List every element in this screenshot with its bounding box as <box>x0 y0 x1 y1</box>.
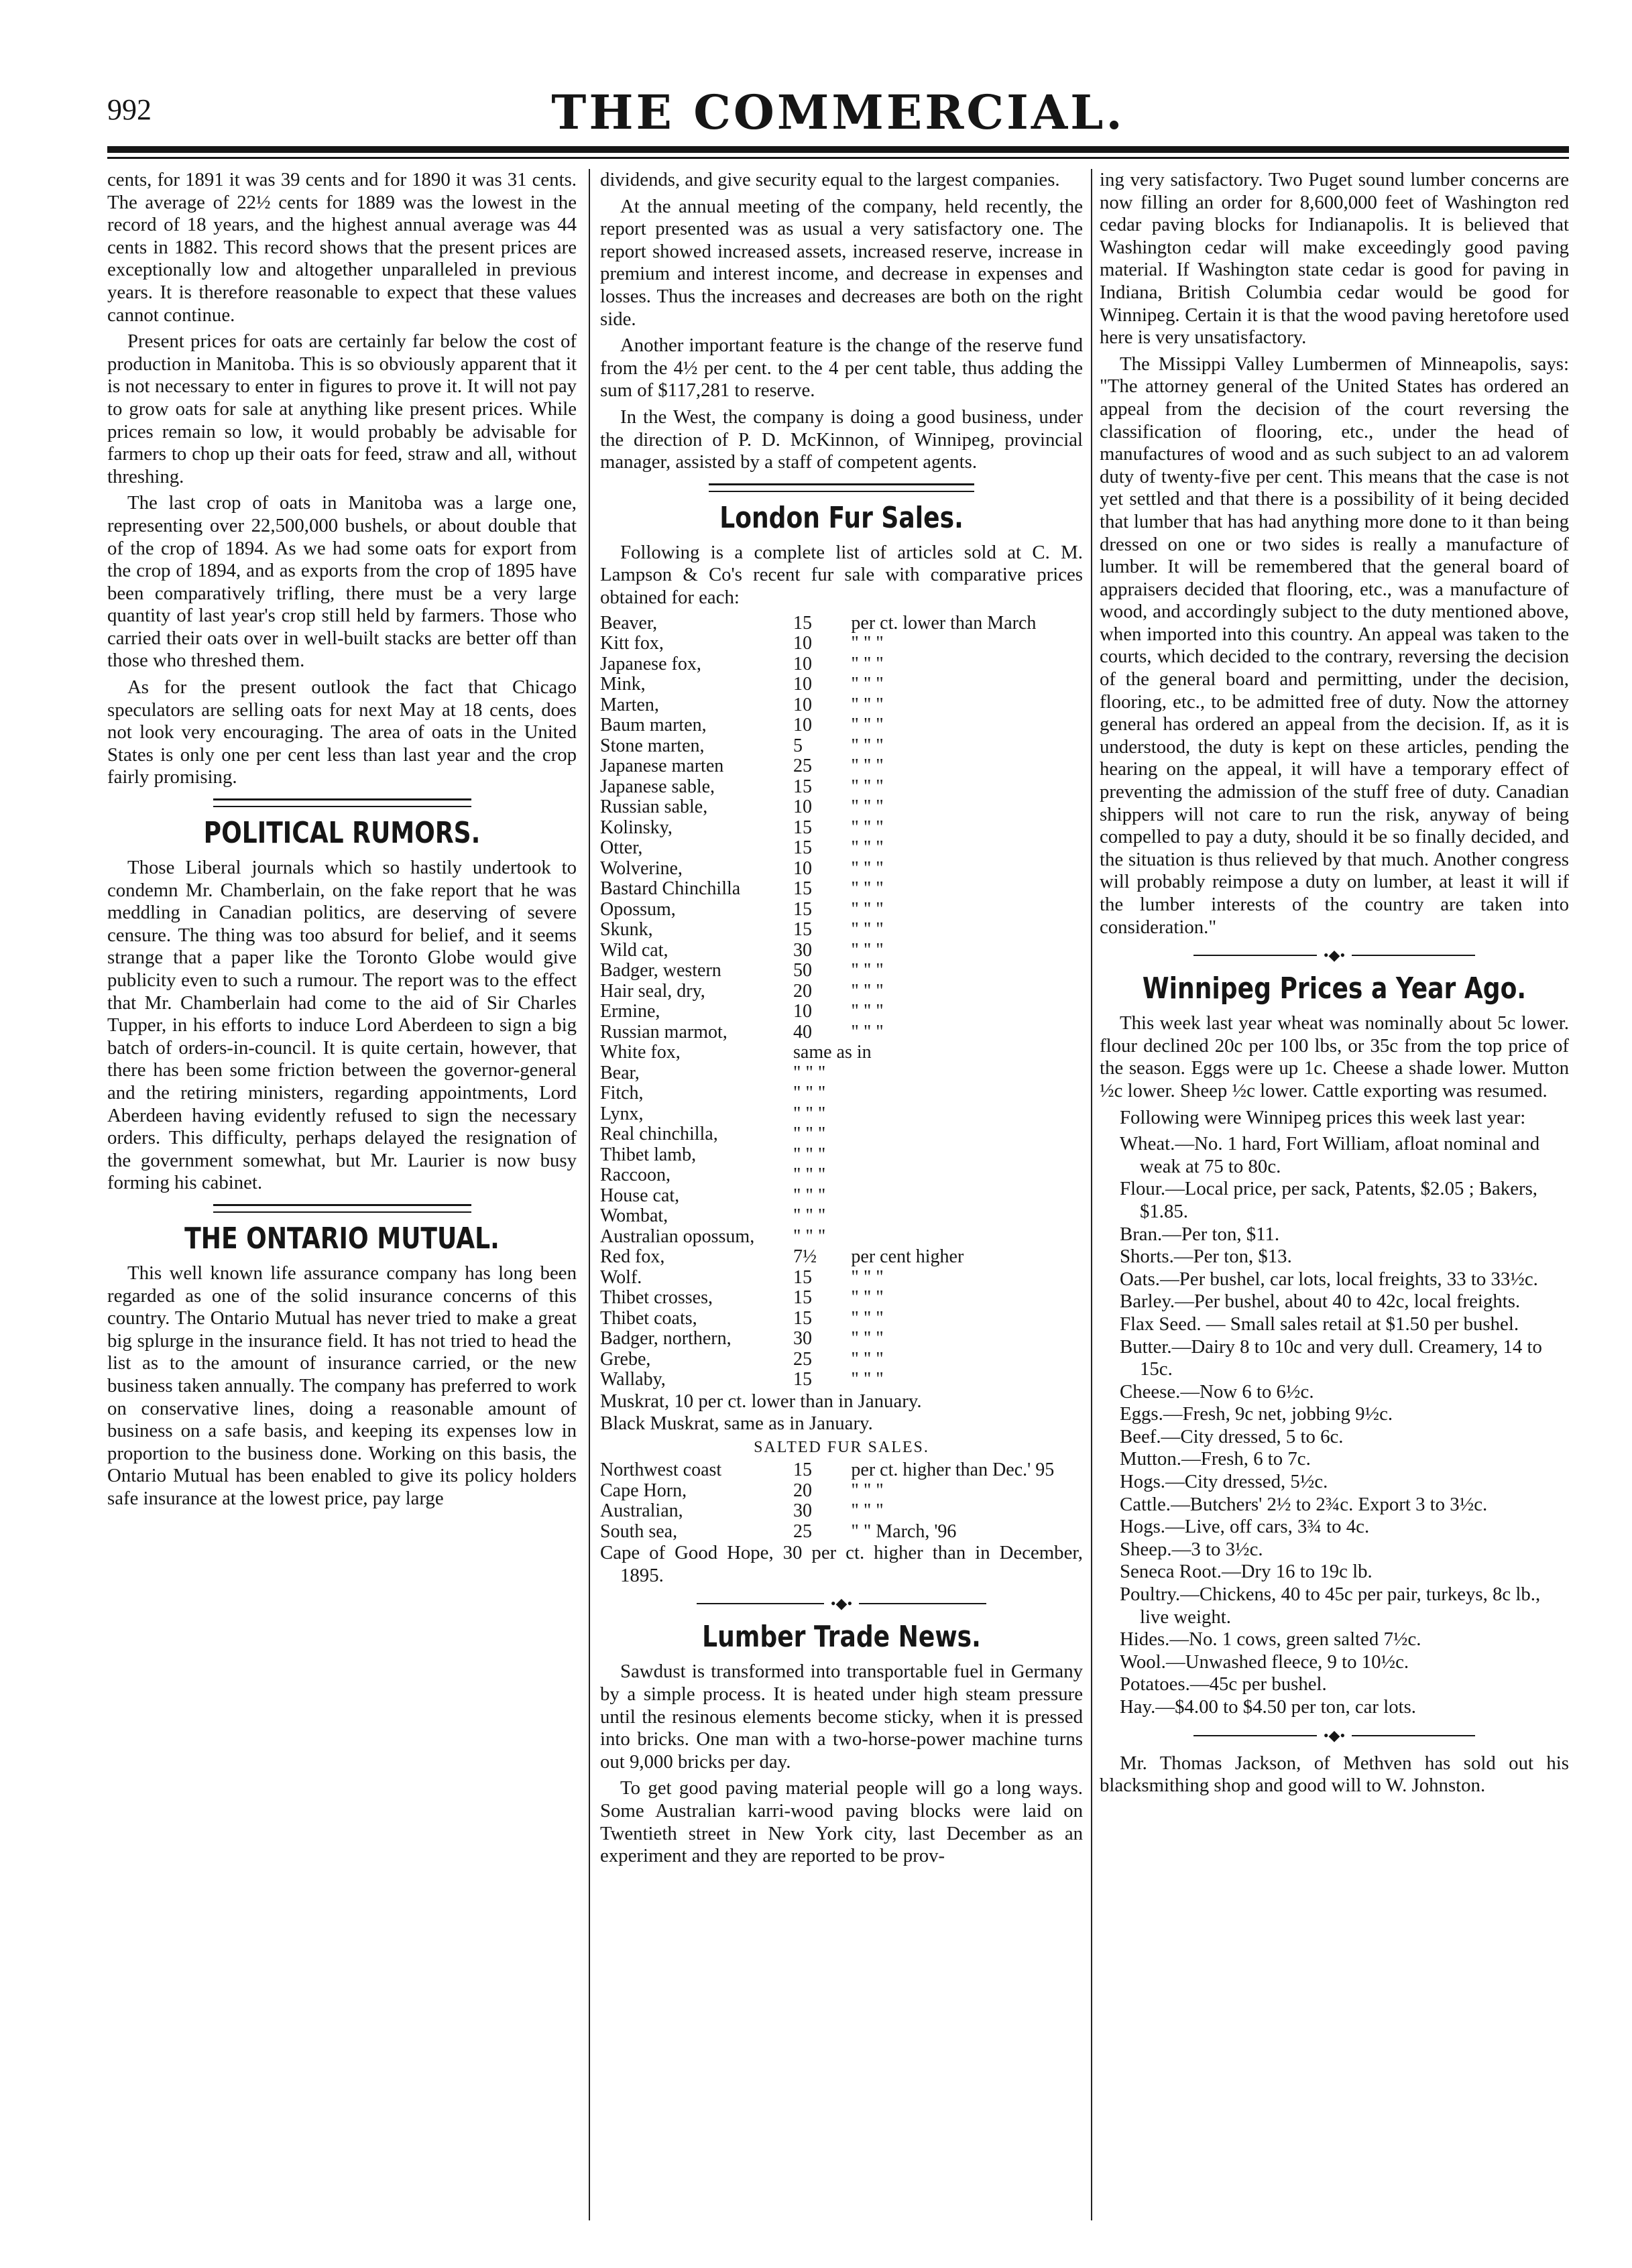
fur-value: 10 <box>793 715 812 735</box>
fur-name: Ermine, <box>600 1001 660 1022</box>
fur-row <box>600 1268 1083 1289</box>
masthead-title: THE COMMERCIAL. <box>551 84 1125 140</box>
fur-row <box>600 1145 1083 1166</box>
fur-name: Cape Horn, <box>600 1480 687 1501</box>
fur-row <box>600 961 1083 981</box>
price-item: Cattle.—Butchers' 2½ to 2¾c. Export 3 to 3½c. <box>1120 1493 1488 1515</box>
fur-row <box>600 1206 1083 1227</box>
fur-name: Thibet coats, <box>600 1307 697 1329</box>
fur-name: Thibet crosses, <box>600 1287 713 1308</box>
fur-comparison: " " " <box>851 1266 884 1288</box>
fur-value: 15 <box>793 817 812 838</box>
fur-value: " " " <box>793 1144 826 1165</box>
fur-row <box>600 1247 1083 1268</box>
price-item: Hogs.—Live, off cars, 3¾ to 4c. <box>1120 1516 1370 1538</box>
fur-value: 15 <box>793 1287 812 1308</box>
fur-value: " " " <box>793 1083 826 1103</box>
section-separator <box>213 798 471 807</box>
column-divider <box>589 169 590 2220</box>
price-item: Potatoes.—45c per bushel. <box>1120 1673 1327 1695</box>
fur-comparison: " " " <box>851 898 884 920</box>
fur-row <box>600 1083 1083 1104</box>
fur-comparison: " " " <box>851 960 884 981</box>
fur-name: Stone marten, <box>600 735 705 756</box>
ornamental-separator: •◆• <box>1193 1728 1475 1743</box>
fur-value: " " " <box>793 1165 826 1185</box>
header-rule-thin <box>107 157 1569 159</box>
fur-comparison: " " " <box>851 1480 884 1501</box>
fur-name: Fitch, <box>600 1083 644 1103</box>
fur-name: Australian, <box>600 1500 683 1522</box>
price-item: Flour.—Local price, per sack, Patents, $2.05 ; Bakers, $1.85. <box>1120 1178 1537 1222</box>
fur-comparison: " " " <box>851 653 884 674</box>
fur-value: " " " <box>793 1103 826 1124</box>
price-item: Eggs.—Fresh, 9c net, jobbing 9½c. <box>1120 1403 1393 1425</box>
fur-comparison: " " " <box>851 837 884 858</box>
fur-row <box>600 1227 1083 1248</box>
fur-comparison: " " " <box>851 796 884 817</box>
fur-name: Bastard Chinchilla <box>600 878 741 899</box>
fur-comparison: " " " <box>851 776 884 797</box>
fur-comparison: " " " <box>851 939 884 961</box>
fur-value: 20 <box>793 980 812 1002</box>
fur-value: 10 <box>793 674 812 695</box>
fur-value: 15 <box>793 1369 812 1390</box>
fur-comparison: " " " <box>851 735 884 756</box>
fur-row <box>600 1124 1083 1145</box>
fur-value: 5 <box>793 735 803 756</box>
fur-value: 15 <box>793 898 812 920</box>
fur-value: 10 <box>793 653 812 674</box>
fur-comparison: " " " <box>851 715 884 735</box>
article-paragraph: At the annual meeting of the company, held recently, the report presented was as usual a very satisfactory one. The report showed increased assets, increased reserve, increase in premium and interest income, and decrease in expenses and losses. Thus the increases and decreases are both on the right side. <box>600 195 1083 330</box>
fur-name: Wild cat, <box>600 939 668 961</box>
fur-row <box>600 1186 1083 1207</box>
fur-value: " " " <box>793 1124 826 1144</box>
article-paragraph: This week last year wheat was nominally about 5c lower. flour declined 20c per 100 lbs, or 35c from the top price of the season. Eggs were up 1c. Cheese a shade lower. Mutton ½c lower. Sheep ½c lower. Cattle exporting was resumed. <box>1100 1012 1569 1101</box>
headline-ontario-mutual: THE ONTARIO MUTUAL. <box>184 1221 500 1256</box>
fur-row <box>600 838 1083 859</box>
salted-fur-table <box>600 1460 1083 1542</box>
fur-value: 10 <box>793 796 812 817</box>
fur-comparison: " " " <box>851 1287 884 1308</box>
fur-row <box>600 736 1083 757</box>
fur-name: Wolverine, <box>600 857 683 879</box>
fur-comparison: " " " <box>851 1369 884 1390</box>
fur-name: Kolinsky, <box>600 817 673 838</box>
salted-fur-row <box>600 1522 1083 1543</box>
fur-name: Japanese sable, <box>600 776 715 797</box>
fur-prices-table <box>600 613 1083 1390</box>
fur-name: Japanese fox, <box>600 653 701 674</box>
price-item: Poultry.—Chickens, 40 to 45c per pair, turkeys, 8c lb., live weight. <box>1120 1584 1541 1628</box>
price-item: Beef.—City dressed, 5 to 6c. <box>1120 1425 1344 1447</box>
fur-value: 25 <box>793 1520 812 1542</box>
fur-value: 30 <box>793 939 812 961</box>
price-item: Hogs.—City dressed, 5½c. <box>1120 1471 1328 1493</box>
fur-name: Beaver, <box>600 612 658 634</box>
column-divider <box>1091 169 1092 2220</box>
salted-fur-row <box>600 1460 1083 1481</box>
fur-value: 15 <box>793 612 812 634</box>
fur-value: 10 <box>793 1001 812 1022</box>
fur-name: Wallaby, <box>600 1369 666 1390</box>
fur-comparison: per ct. lower than March <box>851 612 1037 634</box>
muskrat-line: Muskrat, 10 per ct. lower than in January. <box>600 1390 922 1412</box>
fur-value: 30 <box>793 1328 812 1349</box>
article-paragraph: dividends, and give security equal to the largest companies. <box>600 169 1060 190</box>
article-paragraph: In the West, the company is doing a good business, under the direction of P. D. McKinnon, of Winnipeg, provincial manager, assisted by a staff of competent agents. <box>600 406 1083 473</box>
fur-value: 15 <box>793 837 812 858</box>
fur-name: South sea, <box>600 1520 678 1542</box>
article-paragraph: Another important feature is the change of the reserve fund from the 4½ per cent. to the 4 per cent table, thus adding the sum of $117,281 to reserve. <box>600 335 1083 402</box>
fur-comparison: " " March, '96 <box>851 1520 957 1542</box>
article-paragraph: As for the present outlook the fact that Chicago speculators are selling oats for next May at 18 cents, does not look very encouraging. The area of oats in the United States is only one per cent less than last year and the crop fairly promising. <box>107 676 577 788</box>
fur-row <box>600 818 1083 839</box>
fur-row <box>600 654 1083 675</box>
fur-value: 15 <box>793 1459 812 1481</box>
headline-winnipeg-prices: Winnipeg Prices a Year Ago. <box>1142 971 1527 1006</box>
fur-row <box>600 1104 1083 1125</box>
fur-row <box>600 797 1083 818</box>
column-1 <box>107 169 577 2241</box>
fur-value: 10 <box>793 694 812 715</box>
fur-row <box>600 613 1083 634</box>
fur-value: 10 <box>793 633 812 654</box>
fur-name: Northwest coast <box>600 1459 722 1481</box>
page-number: 992 <box>107 93 152 126</box>
fur-name: White fox, <box>600 1042 681 1063</box>
fur-name: Russian sable, <box>600 796 708 817</box>
page-header <box>107 79 1569 153</box>
fur-row <box>600 920 1083 941</box>
salted-fur-heading: SALTED FUR SALES. <box>754 1438 929 1456</box>
fur-value: " " " <box>793 1226 826 1247</box>
price-item: Bran.—Per ton, $11. <box>1120 1223 1280 1245</box>
fur-comparison: " " " <box>851 919 884 940</box>
price-item: Hay.—$4.00 to $4.50 per ton, car lots. <box>1120 1696 1417 1718</box>
fur-value: 10 <box>793 857 812 879</box>
price-item: Barley.—Per bushel, about 40 to 42c, local freights. <box>1120 1291 1521 1313</box>
price-item: Cheese.—Now 6 to 6½c. <box>1120 1380 1314 1402</box>
fur-value: 15 <box>793 878 812 899</box>
fur-value: 25 <box>793 756 812 776</box>
fur-comparison: " " " <box>851 817 884 838</box>
fur-name: House cat, <box>600 1185 680 1206</box>
fur-row <box>600 695 1083 716</box>
fur-comparison: " " " <box>851 633 884 654</box>
price-item: Butter.—Dairy 8 to 10c and very dull. Creamery, 14 to 15c. <box>1120 1335 1542 1380</box>
fur-name: Wolf. <box>600 1266 642 1288</box>
article-paragraph: cents, for 1891 it was 39 cents and for 1890 it was 31 cents. The average of 22½ cents for 1889 was the lowest in the record of 18 years, and the highest annual average was 44 cents in 1882. This record shows that the present prices are exceptionally low and altogether unparalleled in previous years. It is therefore reasonable to expect that these values cannot continue. <box>107 169 577 326</box>
fur-row <box>600 1042 1083 1063</box>
fur-value: " " " <box>793 1185 826 1206</box>
fur-comparison: " " " <box>851 694 884 715</box>
article-paragraph: The Missippi Valley Lumbermen of Minneapolis, says: "The attorney general of the United States has ordered an appeal from the decision of the court reversing the classification of flooring, etc., under the head of manufactures of wood and as such subject to an ad valorem duty of twenty-five per cent. This means that the case is not yet settled and that there is a possibility of it being decided that lumber that has had anything more done to it than being dressed on one or two sides is really a manufacture of lumber. It will be remembered that the general board of appraisers decided that flooring, etc., was a manufacture of wood, and accordingly subject to the duty mentioned above, when imported into this country. An appeal was taken to the courts, which decided to the contrary, reversing the decision of the general board and permitting, under the decision, flooring, etc., to be admitted free of duty. Now the attorney general has ordered an appeal from the decision. If, as it is understood, the duty is kept on these articles, pending the hearing on the appeal, it will have a temporary effect of preventing the admission of the stuff free of duty. Canadian shippers will not care to run the risk, anyway of being compelled to pay a duty, should it be so finally decided, and the situation is thus relieved by that much. Another congress will probably reimpose a duty on lumber, at least it will if the lumber interests of the country are taken into consideration." <box>1100 353 1569 938</box>
fur-row <box>600 1350 1083 1370</box>
fur-comparison: " " " <box>851 1021 884 1042</box>
fur-name: Kitt fox, <box>600 633 664 654</box>
fur-row <box>600 1309 1083 1329</box>
fur-name: Bear, <box>600 1062 640 1083</box>
fur-comparison: " " " <box>851 857 884 879</box>
fur-comparison: " " " <box>851 674 884 695</box>
fur-name: Skunk, <box>600 919 653 940</box>
fur-name: Otter, <box>600 837 643 858</box>
fur-row <box>600 941 1083 961</box>
fur-row <box>600 715 1083 736</box>
article-paragraph: ing very satisfactory. Two Puget sound lumber concerns are now filling an order for 8,600,000 feet of Washington red cedar paving blocks for Indianapolis. It is believed that Washington cedar will make exceedingly good paving material. If Washington state cedar is good for paving in Indiana, British Columbia cedar would be good for Winnipeg. Certain it is that the wood paving heretofore used here is very unsatisfactory. <box>1100 169 1569 349</box>
fur-row <box>600 777 1083 798</box>
fur-name: Real chinchilla, <box>600 1124 718 1144</box>
fur-comparison: " " " <box>851 1328 884 1349</box>
fur-row <box>600 1329 1083 1350</box>
fur-name: Russian marmot, <box>600 1021 727 1042</box>
fur-name: Red fox, <box>600 1246 665 1267</box>
price-item: Flax Seed. — Small sales retail at $1.50 per bushel. <box>1120 1313 1519 1335</box>
fur-value: 50 <box>793 960 812 981</box>
fur-comparison: " " " <box>851 1001 884 1022</box>
price-list <box>1100 1133 1569 1718</box>
black-muskrat-line: Black Muskrat, same as in January. <box>600 1413 873 1435</box>
fur-row <box>600 634 1083 654</box>
fur-value: 15 <box>793 1266 812 1288</box>
fur-comparison: " " " <box>851 1348 884 1370</box>
fur-name: Mink, <box>600 674 646 695</box>
ornamental-separator: •◆• <box>697 1596 986 1611</box>
header-rule-thick <box>107 146 1569 153</box>
fur-name: Badger, western <box>600 960 721 981</box>
fur-name: Marten, <box>600 694 659 715</box>
headline-lumber-trade-news: Lumber Trade News. <box>702 1620 981 1655</box>
fur-row <box>600 1370 1083 1390</box>
fur-name: Opossum, <box>600 898 676 920</box>
price-item: Mutton.—Fresh, 6 to 7c. <box>1120 1448 1311 1470</box>
price-item: Hides.—No. 1 cows, green salted 7½c. <box>1120 1628 1421 1651</box>
fur-row <box>600 1165 1083 1186</box>
fur-row <box>600 1063 1083 1084</box>
price-item: Seneca Root.—Dry 16 to 19c lb. <box>1120 1561 1373 1583</box>
fur-comparison: per cent higher <box>851 1246 964 1267</box>
fur-comparison: " " " <box>851 878 884 899</box>
fur-name: Badger, northern, <box>600 1328 732 1349</box>
price-item: Oats.—Per bushel, car lots, local freights, 33 to 33½c. <box>1120 1268 1538 1290</box>
fur-row <box>600 1022 1083 1043</box>
fur-value: 15 <box>793 776 812 797</box>
fur-comparison: " " " <box>851 1500 884 1522</box>
cape-good-hope-line: Cape of Good Hope, 30 per ct. higher than in December, 1895. <box>600 1542 1083 1586</box>
article-paragraph: Those Liberal journals which so hastily undertook to condemn Mr. Chamberlain, on the fake report that he was meddling in Canadian politics, are deserving of severe censure. The thing was too absurd for belief, and it seems strange that a paper like the Toronto Globe would give publicity even to such a rumour. The report was to the effect that Mr. Chamberlain had come to the aid of Sir Charles Tupper, in his efforts to induce Lord Aberdeen to sign a big batch of orders-in-council. It is quite certain, however, that there has been some friction between the governor-general and the retiring ministers, regarding appointments, Lord Aberdeen having evidently refused to sign the necessary orders. This difficulty, perhaps delayed the resignation of the government somewhat, but Mr. Laurier is now busy forming his cabinet. <box>107 857 577 1194</box>
article-paragraph: Following is a complete list of articles sold at C. M. Lampson & Co's recent fur sale with comparative prices obtained for each: <box>600 541 1083 608</box>
salted-fur-row <box>600 1501 1083 1522</box>
fur-value: " " " <box>793 1205 826 1226</box>
column-3 <box>1100 169 1569 2241</box>
salted-fur-row <box>600 1481 1083 1502</box>
fur-row <box>600 981 1083 1002</box>
fur-row <box>600 1002 1083 1022</box>
fur-value: 15 <box>793 919 812 940</box>
article-paragraph: Sawdust is transformed into transportable fuel in Germany by a simple process. It is heated under high steam pressure until the resinous elements become sticky, when it is pressed into bricks. One man with a two-horse-power machine turns out 9,000 bricks per day. <box>600 1661 1083 1773</box>
fur-row <box>600 756 1083 777</box>
fur-comparison: " " " <box>851 1307 884 1329</box>
fur-value: 40 <box>793 1021 812 1042</box>
fur-row <box>600 900 1083 920</box>
fur-name: Australian opossum, <box>600 1226 755 1247</box>
fur-row <box>600 859 1083 880</box>
fur-value: same as in <box>793 1042 872 1063</box>
section-separator <box>709 483 974 492</box>
fur-row <box>600 879 1083 900</box>
fur-name: Grebe, <box>600 1348 651 1370</box>
fur-name: Lynx, <box>600 1103 644 1124</box>
fur-name: Hair seal, dry, <box>600 980 705 1002</box>
fur-value: 25 <box>793 1348 812 1370</box>
article-paragraph: To get good paving material people will go a long ways. Some Australian karri-wood paving blocks were laid on Twentieth street in New York city, last December as an experiment and they are reported to be prov- <box>600 1777 1083 1867</box>
article-paragraph: Present prices for oats are certainly far below the cost of production in Manitoba. This is so obviously apparent that it is not necessary to enter in figures to prove it. It will not pay to grow oats for sale at anything like present prices. While prices remain so low, it would probably be advisable for farmers to chop up their oats for feed, straw and all, without threshing. <box>107 331 577 487</box>
price-item: Sheep.—3 to 3½c. <box>1120 1538 1263 1560</box>
fur-row <box>600 1288 1083 1309</box>
price-item: Wheat.—No. 1 hard, Fort William, afloat nominal and weak at 75 to 80c. <box>1120 1133 1540 1177</box>
price-item: Wool.—Unwashed fleece, 9 to 10½c. <box>1120 1651 1409 1673</box>
fur-value: 20 <box>793 1480 812 1501</box>
headline-london-fur-sales: London Fur Sales. <box>719 500 964 535</box>
fur-comparison: per ct. higher than Dec.' 95 <box>851 1459 1055 1481</box>
article-paragraph: The last crop of oats in Manitoba was a large one, representing over 22,500,000 bushels, or about double that of the crop of 1894. As we had some oats for export from the crop of 1894, and as exports from the crop of 1895 have been comparatively trifling, there must be a very large quantity of last year's crop still held by farmers. Those who carried their oats over in well-built stacks are better off than those who threshed them. <box>107 492 577 672</box>
fur-comparison: " " " <box>851 756 884 776</box>
fur-comparison: " " " <box>851 980 884 1002</box>
article-paragraph: Following were Winnipeg prices this week last year: <box>1120 1106 1526 1128</box>
fur-value: " " " <box>793 1062 826 1083</box>
fur-value: 15 <box>793 1307 812 1329</box>
article-paragraph: Mr. Thomas Jackson, of Methven has sold out his blacksmithing shop and good will to W. Johnston. <box>1100 1752 1569 1797</box>
fur-value: 30 <box>793 1500 812 1522</box>
fur-name: Wombat, <box>600 1205 668 1226</box>
fur-value: 7½ <box>793 1246 817 1267</box>
price-item: Shorts.—Per ton, $13. <box>1120 1246 1292 1268</box>
headline-political-rumors: POLITICAL RUMORS. <box>203 816 481 851</box>
fur-row <box>600 674 1083 695</box>
fur-name: Japanese marten <box>600 756 724 776</box>
fur-name: Baum marten, <box>600 715 707 735</box>
column-2 <box>600 169 1083 2241</box>
fur-name: Thibet lamb, <box>600 1144 697 1165</box>
fur-name: Raccoon, <box>600 1165 671 1185</box>
article-paragraph: This well known life assurance company has long been regarded as one of the solid insurance concerns of this country. The Ontario Mutual has never tried to make a great big splurge in the insurance field. It has not tried to head the list as to the amount of insurance carried, or the new business taken annually. The company has preferred to work on conservative lines, doing a reasonable amount of business on a safe basis, and keeping its expenses low in proportion to the business done. Working on this basis, the Ontario Mutual has been enabled to give its policy holders safe insurance at the lowest price, pay large <box>107 1262 577 1509</box>
ornamental-separator: •◆• <box>1193 948 1475 963</box>
section-separator <box>213 1204 471 1213</box>
